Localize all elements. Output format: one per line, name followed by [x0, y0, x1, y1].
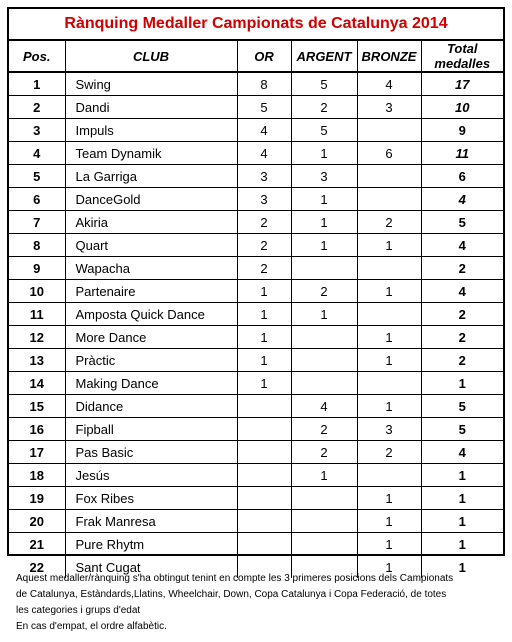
argent-cell	[291, 257, 357, 280]
bronze-cell: 1	[357, 234, 421, 257]
total-cell: 2	[421, 349, 503, 372]
table-title: Rànquing Medaller Campionats de Catalunya 2014	[9, 9, 503, 41]
argent-cell: 5	[291, 72, 357, 96]
pos-cell: 7	[9, 211, 65, 234]
club-cell: Fox Ribes	[65, 487, 237, 510]
bronze-cell: 1	[357, 280, 421, 303]
argent-cell: 2	[291, 441, 357, 464]
or-cell	[237, 464, 291, 487]
ranking-table-frame	[7, 7, 505, 575]
argent-cell	[291, 372, 357, 395]
club-cell: Impuls	[65, 119, 237, 142]
or-cell: 1	[237, 326, 291, 349]
club-cell: Pure Rhytm	[65, 533, 237, 556]
argent-cell: 1	[291, 234, 357, 257]
footnotes	[16, 571, 506, 635]
pos-cell: 14	[9, 372, 65, 395]
bronze-cell	[357, 303, 421, 326]
table-row	[9, 165, 503, 188]
pos-cell: 4	[9, 142, 65, 165]
or-cell: 2	[237, 234, 291, 257]
pos-cell: 10	[9, 280, 65, 303]
header-row	[9, 41, 503, 72]
argent-cell: 1	[291, 142, 357, 165]
pos-cell: 3	[9, 119, 65, 142]
bronze-cell: 1	[357, 556, 421, 579]
bronze-cell	[357, 372, 421, 395]
argent-cell: 2	[291, 418, 357, 441]
pos-cell: 19	[9, 487, 65, 510]
bronze-cell: 3	[357, 96, 421, 119]
footnote-line: les categories i grups d'edat	[16, 605, 141, 616]
club-cell: Fipball	[65, 418, 237, 441]
pos-cell: 16	[9, 418, 65, 441]
pos-cell: 1	[9, 72, 65, 96]
club-cell: DanceGold	[65, 188, 237, 211]
or-cell: 2	[237, 211, 291, 234]
table-row	[9, 72, 503, 96]
club-cell: Amposta Quick Dance	[65, 303, 237, 326]
club-cell: Frak Manresa	[65, 510, 237, 533]
footnote-line: de Catalunya, Estàndards,Llatins, Wheelchair, Down, Copa Catalunya i Copa Federació, de totes	[16, 589, 447, 600]
table-row	[9, 280, 503, 303]
bronze-cell	[357, 257, 421, 280]
club-cell: Wapacha	[65, 257, 237, 280]
argent-cell: 1	[291, 303, 357, 326]
club-cell: Jesús	[65, 464, 237, 487]
club-cell: Dandi	[65, 96, 237, 119]
bronze-cell: 1	[357, 533, 421, 556]
table-row	[9, 510, 503, 533]
or-cell	[237, 510, 291, 533]
or-cell: 3	[237, 188, 291, 211]
header-pos: Pos.	[9, 41, 65, 72]
club-cell: Pas Basic	[65, 441, 237, 464]
table-row	[9, 395, 503, 418]
pos-cell: 21	[9, 533, 65, 556]
argent-cell	[291, 326, 357, 349]
or-cell	[237, 441, 291, 464]
total-cell: 4	[421, 280, 503, 303]
header-club: CLUB	[65, 41, 237, 72]
total-cell: 5	[421, 211, 503, 234]
club-cell: Partenaire	[65, 280, 237, 303]
table-row	[9, 441, 503, 464]
pos-cell: 13	[9, 349, 65, 372]
or-cell: 8	[237, 72, 291, 96]
header-argent: ARGENT	[291, 41, 357, 72]
table-row	[9, 326, 503, 349]
or-cell: 1	[237, 280, 291, 303]
total-cell: 4	[421, 234, 503, 257]
total-cell: 1	[421, 556, 503, 579]
table-row	[9, 234, 503, 257]
argent-cell: 5	[291, 119, 357, 142]
total-cell: 1	[421, 464, 503, 487]
medal-table	[9, 41, 503, 578]
or-cell	[237, 533, 291, 556]
or-cell: 1	[237, 372, 291, 395]
bronze-cell: 1	[357, 349, 421, 372]
or-cell: 1	[237, 303, 291, 326]
club-cell: Sant Cugat	[65, 556, 237, 579]
or-cell	[237, 395, 291, 418]
pos-cell: 18	[9, 464, 65, 487]
or-cell: 3	[237, 165, 291, 188]
total-cell: 4	[421, 188, 503, 211]
pos-cell: 20	[9, 510, 65, 533]
pos-cell: 8	[9, 234, 65, 257]
table-row	[9, 96, 503, 119]
total-cell: 4	[421, 441, 503, 464]
or-cell	[237, 418, 291, 441]
club-cell: Making Dance	[65, 372, 237, 395]
or-cell	[237, 487, 291, 510]
total-cell: 9	[421, 119, 503, 142]
bronze-cell: 1	[357, 326, 421, 349]
table-row	[9, 533, 503, 556]
bronze-cell	[357, 165, 421, 188]
club-cell: Akiria	[65, 211, 237, 234]
header-bronze: BRONZE	[357, 41, 421, 72]
table-row	[9, 257, 503, 280]
table-row	[9, 303, 503, 326]
total-cell: 6	[421, 165, 503, 188]
total-cell: 2	[421, 326, 503, 349]
table-row	[9, 487, 503, 510]
or-cell: 1	[237, 349, 291, 372]
argent-cell: 1	[291, 188, 357, 211]
total-cell: 5	[421, 395, 503, 418]
table-row	[9, 349, 503, 372]
argent-cell: 4	[291, 395, 357, 418]
footnote-line: Aquest medaller/rànquing s'ha obtingut tenint en compte les 3 primeres posicions dels Campionats	[16, 573, 454, 584]
pos-cell: 2	[9, 96, 65, 119]
table-row	[9, 142, 503, 165]
pos-cell: 6	[9, 188, 65, 211]
bronze-cell	[357, 188, 421, 211]
bronze-cell: 3	[357, 418, 421, 441]
bronze-cell: 1	[357, 395, 421, 418]
argent-cell	[291, 349, 357, 372]
argent-cell	[291, 510, 357, 533]
bronze-cell: 6	[357, 142, 421, 165]
bronze-cell: 2	[357, 441, 421, 464]
argent-cell: 1	[291, 464, 357, 487]
bronze-cell	[357, 464, 421, 487]
total-cell: 1	[421, 510, 503, 533]
pos-cell: 17	[9, 441, 65, 464]
or-cell: 5	[237, 96, 291, 119]
total-cell: 1	[421, 533, 503, 556]
table-row	[9, 418, 503, 441]
table-row	[9, 372, 503, 395]
bronze-cell: 2	[357, 211, 421, 234]
header-or: OR	[237, 41, 291, 72]
total-cell: 1	[421, 372, 503, 395]
club-cell: Pràctic	[65, 349, 237, 372]
pos-cell: 5	[9, 165, 65, 188]
total-cell: 10	[421, 96, 503, 119]
pos-cell: 12	[9, 326, 65, 349]
club-cell: Quart	[65, 234, 237, 257]
or-cell: 4	[237, 119, 291, 142]
table-row	[9, 119, 503, 142]
argent-cell	[291, 487, 357, 510]
table-row	[9, 464, 503, 487]
club-cell: Didance	[65, 395, 237, 418]
bronze-cell: 1	[357, 487, 421, 510]
club-cell: La Garriga	[65, 165, 237, 188]
pos-cell: 15	[9, 395, 65, 418]
argent-cell: 3	[291, 165, 357, 188]
pos-cell: 22	[9, 556, 65, 579]
argent-cell: 2	[291, 280, 357, 303]
total-cell: 5	[421, 418, 503, 441]
header-total: Total medalles	[421, 41, 503, 72]
club-cell: More Dance	[65, 326, 237, 349]
or-cell: 4	[237, 142, 291, 165]
pos-cell: 9	[9, 257, 65, 280]
bronze-cell: 1	[357, 510, 421, 533]
argent-cell: 1	[291, 211, 357, 234]
club-cell: Swing	[65, 72, 237, 96]
pos-cell: 11	[9, 303, 65, 326]
or-cell: 2	[237, 257, 291, 280]
bronze-cell: 4	[357, 72, 421, 96]
total-cell: 11	[421, 142, 503, 165]
bronze-cell	[357, 119, 421, 142]
argent-cell	[291, 533, 357, 556]
club-cell: Team Dynamik	[65, 142, 237, 165]
table-row	[9, 188, 503, 211]
total-cell: 2	[421, 303, 503, 326]
total-cell: 17	[421, 72, 503, 96]
total-cell: 1	[421, 487, 503, 510]
argent-cell: 2	[291, 96, 357, 119]
table-row	[9, 211, 503, 234]
total-cell: 2	[421, 257, 503, 280]
footnote-tiebreak: En cas d'empat, el ordre alfabètic.	[16, 621, 167, 632]
